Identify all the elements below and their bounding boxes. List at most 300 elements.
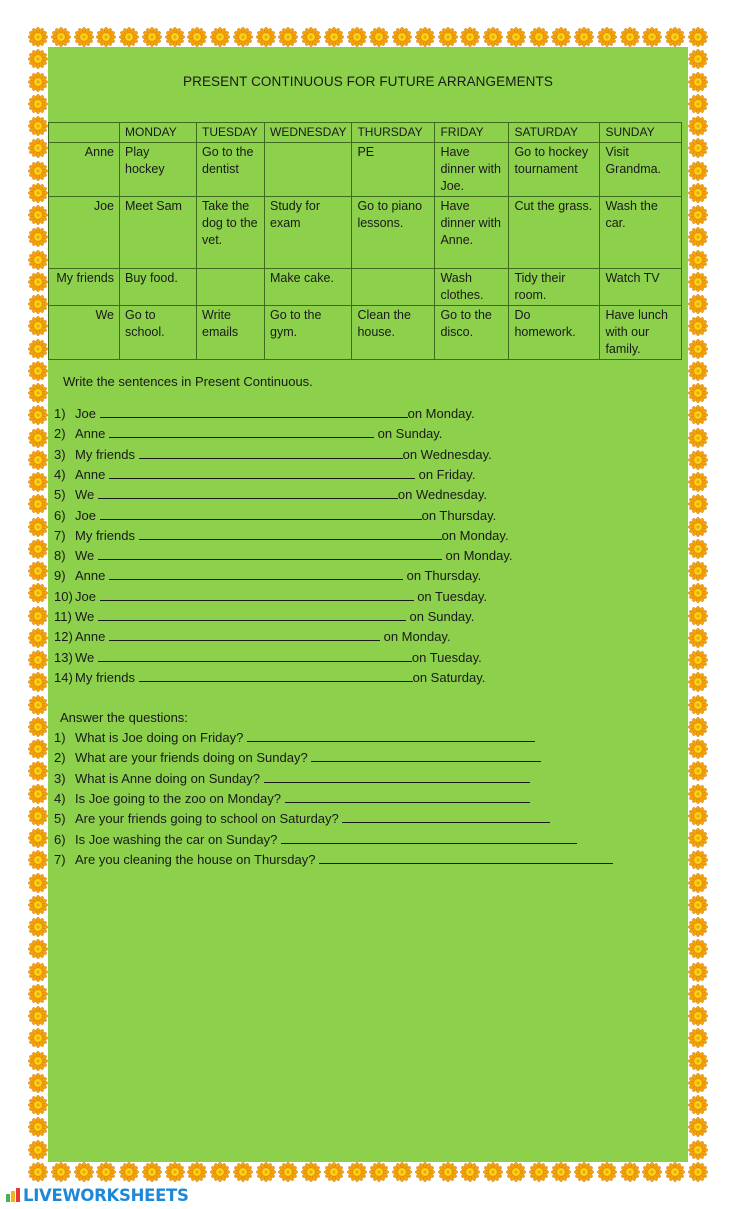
schedule-cell: Visit Grandma. <box>600 143 682 197</box>
sunflower-icon <box>324 1162 344 1182</box>
item-number: 3) <box>54 446 66 462</box>
sunflower-icon <box>688 405 708 425</box>
item-ending: on Tuesday. <box>413 588 488 604</box>
sunflower-icon <box>187 1162 207 1182</box>
answer-blank[interactable] <box>98 651 412 662</box>
answer-blank[interactable] <box>100 509 422 520</box>
exercise1-item <box>54 548 512 563</box>
sunflower-icon <box>28 695 48 715</box>
sunflower-icon <box>28 539 48 559</box>
sunflower-icon <box>688 1073 708 1093</box>
schedule-cell <box>352 269 435 306</box>
sunflower-icon <box>460 27 480 47</box>
sunflower-icon <box>642 27 662 47</box>
exercise1-item <box>54 670 485 685</box>
exercise1-instruction: Write the sentences in Present Continuous. <box>63 374 313 389</box>
sunflower-icon <box>28 517 48 537</box>
sunflower-icon <box>28 850 48 870</box>
sunflower-icon <box>51 1162 71 1182</box>
sunflower-icon <box>688 494 708 514</box>
sunflower-icon <box>688 761 708 781</box>
day-header: WEDNESDAY <box>265 123 352 143</box>
sunflower-icon <box>28 784 48 804</box>
item-question: What is Joe doing on Friday? <box>75 730 244 745</box>
sunflower-icon <box>688 161 708 181</box>
sunflower-icon <box>688 1117 708 1137</box>
sunflower-icon <box>28 272 48 292</box>
sunflower-icon <box>483 1162 503 1182</box>
schedule-cell: Meet Sam <box>120 197 197 269</box>
sunflower-icon <box>688 739 708 759</box>
sunflower-icon <box>688 1051 708 1071</box>
row-person-name: Anne <box>49 143 120 197</box>
item-ending: on Monday. <box>441 548 513 564</box>
sunflower-icon <box>51 27 71 47</box>
item-number: 7) <box>54 851 66 867</box>
exercise2-item <box>54 832 577 847</box>
exercise1-item <box>54 609 474 624</box>
sunflower-icon <box>142 27 162 47</box>
sunflower-icon <box>28 138 48 158</box>
schedule-cell: Watch TV <box>600 269 682 306</box>
exercise1-item <box>54 629 451 644</box>
sunflower-icon <box>438 1162 458 1182</box>
sunflower-icon <box>369 1162 389 1182</box>
sunflower-icon <box>28 183 48 203</box>
sunflower-icon <box>28 939 48 959</box>
sunflower-icon <box>688 49 708 69</box>
schedule-cell: Buy food. <box>120 269 197 306</box>
schedule-cell: Go to the gym. <box>265 306 352 360</box>
sunflower-icon <box>688 138 708 158</box>
sunflower-icon <box>688 606 708 626</box>
sunflower-icon <box>28 1006 48 1026</box>
sunflower-icon <box>28 1140 48 1160</box>
sunflower-icon <box>438 27 458 47</box>
sunflower-icon <box>301 1162 321 1182</box>
sunflower-icon <box>256 1162 276 1182</box>
schedule-cell: Clean the house. <box>352 306 435 360</box>
sunflower-icon <box>74 1162 94 1182</box>
sunflower-icon <box>28 806 48 826</box>
sunflower-icon <box>165 27 185 47</box>
item-subject: We <box>75 649 95 665</box>
sunflower-icon <box>665 27 685 47</box>
sunflower-icon <box>688 628 708 648</box>
sunflower-icon <box>28 383 48 403</box>
answer-blank[interactable] <box>109 427 374 438</box>
schedule-cell: Have dinner with Joe. <box>435 143 509 197</box>
day-header: THURSDAY <box>352 123 435 143</box>
schedule-table <box>48 122 682 360</box>
sunflower-icon <box>597 27 617 47</box>
item-question: Are your friends going to school on Saturday? <box>75 811 339 827</box>
sunflower-icon <box>28 27 48 47</box>
exercise1-item <box>54 589 487 604</box>
sunflower-icon <box>620 1162 640 1182</box>
sunflower-icon <box>278 27 298 47</box>
exercise2-instruction: Answer the questions: <box>60 710 188 725</box>
item-ending: on Monday. <box>441 527 509 543</box>
item-number: 7) <box>54 527 66 543</box>
sunflower-icon <box>28 739 48 759</box>
exercise2-item <box>54 730 535 745</box>
item-number: 6) <box>54 831 66 847</box>
exercise1-item <box>54 467 475 482</box>
sunflower-icon <box>529 1162 549 1182</box>
sunflower-icon <box>28 161 48 181</box>
sunflower-icon <box>28 428 48 448</box>
sunflower-icon <box>210 27 230 47</box>
sunflower-icon <box>688 361 708 381</box>
answer-blank[interactable] <box>264 772 530 783</box>
sunflower-icon <box>688 984 708 1004</box>
sunflower-icon <box>688 784 708 804</box>
worksheet-page <box>28 27 708 1182</box>
sunflower-icon <box>28 895 48 915</box>
sunflower-icon <box>347 1162 367 1182</box>
schedule-row <box>49 197 682 269</box>
schedule-cell: Wash the car. <box>600 197 682 269</box>
sunflower-icon <box>392 27 412 47</box>
sunflower-icon <box>28 628 48 648</box>
item-number: 4) <box>54 790 66 806</box>
sunflower-icon <box>392 1162 412 1182</box>
sunflower-icon <box>415 1162 435 1182</box>
sunflower-icon <box>688 962 708 982</box>
sunflower-icon <box>28 227 48 247</box>
schedule-cell: Go to the disco. <box>435 306 509 360</box>
sunflower-icon <box>688 917 708 937</box>
item-ending: on Friday. <box>415 466 476 482</box>
schedule-cell: Have lunch with our family. <box>600 306 682 360</box>
item-subject: Anne <box>75 568 106 584</box>
sunflower-icon <box>28 962 48 982</box>
sunflower-icon <box>688 939 708 959</box>
item-subject: Joe <box>75 588 96 604</box>
item-ending: on Wednesday. <box>397 487 488 503</box>
item-question: What are your friends doing on Sunday? <box>75 750 308 766</box>
sunflower-icon <box>688 873 708 893</box>
schedule-cell: Go to the dentist <box>197 143 265 197</box>
sunflower-icon <box>688 672 708 692</box>
schedule-cell <box>265 143 352 197</box>
schedule-cell: Make cake. <box>265 269 352 306</box>
schedule-cell: Go to school. <box>120 306 197 360</box>
schedule-cell: Wash clothes. <box>435 269 509 306</box>
sunflower-icon <box>347 27 367 47</box>
sunflower-icon <box>233 1162 253 1182</box>
sunflower-icon <box>28 583 48 603</box>
exercise1-item <box>54 426 442 441</box>
sunflower-icon <box>688 806 708 826</box>
answer-blank[interactable] <box>247 731 535 742</box>
answer-blank[interactable] <box>285 792 530 803</box>
sunflower-icon <box>324 27 344 47</box>
item-subject: My friends <box>75 527 135 543</box>
sunflower-icon <box>369 27 389 47</box>
exercise1-item <box>54 508 496 523</box>
item-question: Are you cleaning the house on Thursday? <box>75 851 316 867</box>
sunflower-icon <box>28 1162 48 1182</box>
exercise2-item <box>54 791 530 806</box>
sunflower-icon <box>688 316 708 336</box>
sunflower-icon <box>688 383 708 403</box>
sunflower-icon <box>415 27 435 47</box>
sunflower-icon <box>460 1162 480 1182</box>
sunflower-icon <box>574 27 594 47</box>
sunflower-icon <box>483 27 503 47</box>
item-number: 2) <box>54 750 66 766</box>
exercise2-item <box>54 771 530 786</box>
schedule-corner-cell <box>49 123 120 143</box>
sunflower-icon <box>28 472 48 492</box>
item-subject: We <box>75 548 95 564</box>
exercise2-item <box>54 750 541 765</box>
item-subject: Anne <box>75 629 106 645</box>
item-ending: on Wednesday. <box>402 446 492 462</box>
answer-blank[interactable] <box>98 549 442 560</box>
footer-brand[interactable] <box>6 1186 206 1206</box>
item-subject: My friends <box>75 446 135 462</box>
sunflower-icon <box>688 650 708 670</box>
answer-blank[interactable] <box>100 590 414 601</box>
sunflower-icon <box>529 27 549 47</box>
item-ending: on Saturday. <box>412 669 486 685</box>
sunflower-icon <box>551 1162 571 1182</box>
sunflower-icon <box>597 1162 617 1182</box>
answer-blank[interactable] <box>342 812 550 823</box>
answer-blank[interactable] <box>139 529 442 540</box>
day-header: SUNDAY <box>600 123 682 143</box>
sunflower-icon <box>688 850 708 870</box>
row-person-name: My friends <box>49 269 120 306</box>
sunflower-icon <box>688 717 708 737</box>
item-number: 14) <box>54 669 73 685</box>
item-number: 13) <box>54 649 73 665</box>
item-ending: on Thursday. <box>403 568 482 584</box>
answer-blank[interactable] <box>281 833 577 844</box>
sunflower-icon <box>28 49 48 69</box>
sunflower-icon <box>688 1028 708 1048</box>
sunflower-icon <box>688 1162 708 1182</box>
item-subject: We <box>75 609 95 624</box>
schedule-row <box>49 269 682 306</box>
sunflower-icon <box>688 27 708 47</box>
item-number: 5) <box>54 487 66 503</box>
sunflower-icon <box>28 1028 48 1048</box>
schedule-cell: PE <box>352 143 435 197</box>
sunflower-icon <box>688 250 708 270</box>
item-number: 2) <box>54 426 66 442</box>
sunflower-icon <box>688 94 708 114</box>
answer-blank[interactable] <box>109 569 403 580</box>
sunflower-icon <box>28 984 48 1004</box>
liveworksheets-logo-icon <box>6 1188 20 1202</box>
sunflower-icon <box>28 917 48 937</box>
answer-blank[interactable] <box>319 853 613 864</box>
item-number: 5) <box>54 811 66 827</box>
item-number: 8) <box>54 548 66 564</box>
sunflower-icon <box>28 717 48 737</box>
exercise2-item <box>54 811 550 826</box>
answer-blank[interactable] <box>98 610 406 621</box>
sunflower-icon <box>28 116 48 136</box>
schedule-row <box>49 306 682 360</box>
sunflower-icon <box>210 1162 230 1182</box>
exercise1-item <box>54 528 509 543</box>
item-subject: Anne <box>75 466 106 482</box>
item-ending: on Thursday. <box>421 507 497 523</box>
item-ending: on Monday. <box>380 629 451 645</box>
answer-blank[interactable] <box>109 468 415 479</box>
item-number: 9) <box>54 568 66 584</box>
schedule-cell: Go to hockey tournament <box>509 143 600 197</box>
sunflower-icon <box>574 1162 594 1182</box>
sunflower-icon <box>233 27 253 47</box>
day-header: MONDAY <box>120 123 197 143</box>
sunflower-icon <box>28 494 48 514</box>
sunflower-icon <box>28 1095 48 1115</box>
sunflower-icon <box>28 294 48 314</box>
sunflower-icon <box>506 27 526 47</box>
item-number: 11) <box>54 609 72 624</box>
schedule-cell: Go to piano lessons. <box>352 197 435 269</box>
item-number: 12) <box>54 629 73 645</box>
item-number: 1) <box>54 406 66 421</box>
item-ending: on Monday. <box>407 406 475 421</box>
answer-blank[interactable] <box>139 448 403 459</box>
schedule-header-row <box>49 123 682 143</box>
exercise1-item <box>54 447 492 462</box>
sunflower-icon <box>28 606 48 626</box>
answer-blank[interactable] <box>311 751 541 762</box>
item-ending: on Tuesday. <box>411 649 482 665</box>
sunflower-icon <box>28 561 48 581</box>
sunflower-icon <box>688 472 708 492</box>
item-question: Is Joe washing the car on Sunday? <box>75 831 278 847</box>
item-question: What is Anne doing on Sunday? <box>75 770 261 786</box>
item-number: 1) <box>54 730 66 745</box>
schedule-cell <box>197 269 265 306</box>
sunflower-icon <box>688 294 708 314</box>
sunflower-icon <box>96 27 116 47</box>
answer-blank[interactable] <box>139 671 413 682</box>
item-question: Is Joe going to the zoo on Monday? <box>75 790 281 806</box>
sunflower-icon <box>28 1117 48 1137</box>
sunflower-icon <box>688 339 708 359</box>
item-number: 4) <box>54 466 66 482</box>
sunflower-icon <box>119 1162 139 1182</box>
brand-name: LIVEWORKSHEETS <box>23 1186 189 1205</box>
sunflower-icon <box>688 450 708 470</box>
sunflower-icon <box>28 1051 48 1071</box>
exercise1-item <box>54 487 487 502</box>
sunflower-icon <box>301 27 321 47</box>
item-number: 3) <box>54 770 66 786</box>
day-header: FRIDAY <box>435 123 509 143</box>
worksheet-title: PRESENT CONTINUOUS FOR FUTURE ARRANGEMENTS <box>183 74 553 89</box>
sunflower-icon <box>28 316 48 336</box>
day-header: TUESDAY <box>197 123 265 143</box>
sunflower-icon <box>688 72 708 92</box>
schedule-cell: Have dinner with Anne. <box>435 197 509 269</box>
item-ending: on Sunday. <box>374 426 443 442</box>
schedule-cell: Study for exam <box>265 197 352 269</box>
schedule-cell: Play hockey <box>120 143 197 197</box>
sunflower-icon <box>142 1162 162 1182</box>
sunflower-icon <box>688 1140 708 1160</box>
day-header: SATURDAY <box>509 123 600 143</box>
sunflower-icon <box>28 205 48 225</box>
worksheet-sheet <box>48 47 688 1162</box>
sunflower-icon <box>28 339 48 359</box>
answer-blank[interactable] <box>109 630 380 641</box>
sunflower-icon <box>688 583 708 603</box>
item-subject: We <box>75 487 95 503</box>
sunflower-icon <box>688 695 708 715</box>
sunflower-icon <box>119 27 139 47</box>
sunflower-icon <box>688 428 708 448</box>
row-person-name: We <box>49 306 120 360</box>
exercise1-item <box>54 568 481 583</box>
sunflower-icon <box>28 72 48 92</box>
sunflower-icon <box>28 361 48 381</box>
item-subject: Joe <box>75 507 96 523</box>
item-subject: Joe <box>75 406 96 421</box>
row-person-name: Joe <box>49 197 120 269</box>
answer-blank[interactable] <box>98 488 398 499</box>
sunflower-icon <box>28 250 48 270</box>
sunflower-icon <box>551 27 571 47</box>
exercise1-item <box>54 650 482 665</box>
sunflower-icon <box>620 27 640 47</box>
answer-blank[interactable] <box>100 407 408 418</box>
exercise2-item <box>54 852 613 867</box>
sunflower-icon <box>642 1162 662 1182</box>
sunflower-icon <box>688 517 708 537</box>
schedule-cell: Take the dog to the vet. <box>197 197 265 269</box>
sunflower-icon <box>688 828 708 848</box>
sunflower-icon <box>28 873 48 893</box>
schedule-row <box>49 143 682 197</box>
item-ending: on Sunday. <box>405 609 475 624</box>
sunflower-icon <box>187 27 207 47</box>
item-number: 10) <box>54 588 73 604</box>
sunflower-icon <box>28 94 48 114</box>
sunflower-icon <box>688 116 708 136</box>
schedule-cell: Do homework. <box>509 306 600 360</box>
sunflower-icon <box>28 761 48 781</box>
sunflower-icon <box>688 561 708 581</box>
sunflower-icon <box>165 1162 185 1182</box>
item-number: 6) <box>54 507 66 523</box>
sunflower-icon <box>28 450 48 470</box>
sunflower-icon <box>28 672 48 692</box>
sunflower-icon <box>96 1162 116 1182</box>
sunflower-icon <box>688 227 708 247</box>
sunflower-icon <box>665 1162 685 1182</box>
sunflower-icon <box>688 272 708 292</box>
sunflower-icon <box>688 1095 708 1115</box>
sunflower-icon <box>506 1162 526 1182</box>
schedule-cell: Tidy their room. <box>509 269 600 306</box>
schedule-cell: Cut the grass. <box>509 197 600 269</box>
sunflower-icon <box>688 895 708 915</box>
sunflower-icon <box>28 405 48 425</box>
sunflower-icon <box>688 205 708 225</box>
sunflower-icon <box>688 539 708 559</box>
